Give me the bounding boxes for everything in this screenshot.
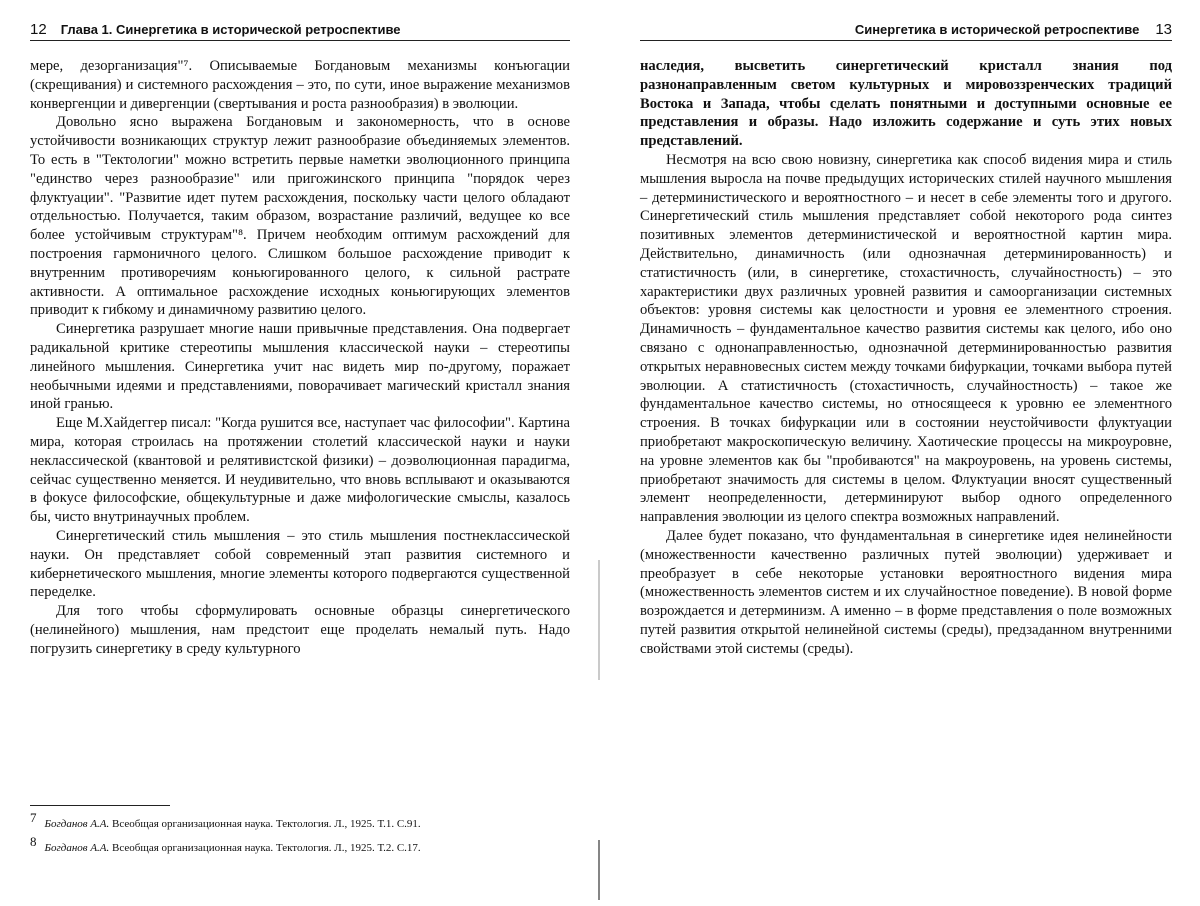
gutter-shadow (598, 840, 600, 900)
left-body-text (30, 57, 570, 659)
paragraph: Синергетика разрушает многие наши привычные представления. Она подвергает радикальной критике стереотипы мышления классической науки – стереотипы линейного мышления. Синергетика учит нас видеть мир по-другому, поражает необычными идеями и представлениями, поворачивает магический кристалл знания иной гранью. (30, 321, 570, 413)
footnote-number: 7 (30, 810, 37, 826)
paragraph: наследия, высветить синергетический кристалл знания под разнонаправленным светом культурных и мировоззренческих традиций Востока и Запада, чтобы сделать понятными и доступными основные ее представления и образы. Надо изложить содержание и суть этих новых представлений. (640, 58, 1172, 150)
left-page-number: 12 (30, 21, 47, 38)
footnote-text: Всеобщая организационная наука. Тектология. Л., 1925. Т.1. С.91. (112, 818, 421, 830)
footnote-author: Богданов А.А. (44, 818, 110, 830)
right-page-number: 13 (1155, 21, 1172, 38)
left-running-head (30, 20, 570, 41)
footnote-8 (30, 836, 570, 860)
gutter-shadow (598, 560, 600, 680)
paragraph: Далее будет показано, что фундаментальная в синергетике идея нелинейности (множественности качественно различных путей эволюции) удерживает и преобразует в себе некоторые установки вероятностного видения мира (множественность элементов систем и их случайностное поведение). В новой форме возрождается и детерминизм. А именно – в форме представления о поле возможных путей развития открытой нелинейной системы (среды), предзаданном внутренними свойствами этой системы (среды). (640, 527, 1172, 657)
right-running-head (640, 20, 1172, 41)
footnote-text: Всеобщая организационная наука. Тектология. Л., 1925. Т.2. С.17. (112, 842, 421, 854)
paragraph: Еще М.Хайдеггер писал: "Когда рушится все, наступает час философии". Картина мира, которая строилась на протяжении столетий классической науки и науки неклассической (квантовой и релятивистской физики) – доэволюционная парадигма, сейчас существенно меняется. И неудивительно, что вновь всплывают и оказываются в фокусе философские, общекультурные и даже мифологические смыслы, казалось бы, чисто внутринаучных проблем. (30, 415, 570, 526)
left-page (30, 0, 570, 906)
right-running-title: Синергетика в исторической ретроспективе (854, 22, 1140, 37)
footnote-number: 8 (30, 834, 37, 850)
footnote-7 (30, 812, 570, 836)
paragraph: мере, дезорганизация"⁷. Описываемые Богдановым механизмы конъюгации (скрещивания) и системного расхождения – это, по сути, иное выражение механизмов конвергенции и дивергенции (свертывания и роста разнообразия) в эволюции. (30, 58, 570, 112)
paragraph: Для того чтобы сформулировать основные образцы синергетического (нелинейного) мышления, нам предстоит еще проделать немалый путь. Надо погрузить синергетику в среду культурного (30, 603, 570, 657)
right-body-text (640, 57, 1172, 659)
left-running-title: Глава 1. Синергетика в исторической ретроспективе (60, 22, 401, 37)
paragraph: Довольно ясно выражена Богдановым и закономерность, что в основе устойчивости возникающих структур лежит разнообразие объединяемых элементов. То есть в "Тектологии" можно встретить первые наметки эволюционного принципа "единство через разнообразие" или пригожинского принципа "порядок через флуктуации". "Развитие идет путем расхождения, поскольку части целого обладают отдельностью. Получается, таким образом, возрастание различий, ведущее ко все более устойчивым структурам"⁸. Причем необходим оптимум расхождений для построения гармоничного целого. Слишком большое расхождение приводит к внутренним противоречиям коньюгированного целого, к сильной растрате активности. А оптимальное расхождение исходных коньюгирующих элементов приводит к гибкому и динамичному развитию целого. (30, 114, 570, 319)
right-page (640, 0, 1172, 906)
footnote-author: Богданов А.А. (44, 842, 110, 854)
paragraph: Синергетический стиль мышления – это стиль мышления постнеклассической науки. Он представляет собой современный этап развития системного и кибернетического мышления, многие элементы которого подвергаются существенной переделке. (30, 527, 570, 601)
paragraph: Несмотря на всю свою новизну, синергетика как способ видения мира и стиль мышления выросла на почве предыдущих исторических стилей научного мышления – детерминистического и вероятностного – и несет в себе элементы того и другого. Синергетический стиль мышления представляет собой некоторого рода синтез позитивных элементов детерминистической и вероятностной картин мира. Действительно, динамичность (или однозначная детерминированность) и статистичность (или, в синергетике, стохастичность, случайностность) – это характеристики двух различных уровней развития и самоорганизации системных объектов: уровня системы как целостности и уровня ее элементного строения. Динамичность – фундаментальное качество развития системы как целого, ибо оно связано с однонаправленностью, однозначной детерминированностью развития открытых неравновесных систем между точками бифуркации, точками выбора путей эволюции. А статистичность (стохастичность, случайностность) – такое же фундаментальное качество системы, но относящееся к уровню ее элементного строения. В точках бифуркации или в состоянии неустойчивости флуктуации приобретают макроскопическую величину. Хаотические процессы на микроуровне, на уровне элементов как бы "пробиваются" на макроуровень, на уровень системы, приобретают значимость для системы в целом. Флуктуации вносят существенный элемент неопределенности, детерминируют выбор одного определенного направления эволюции из целого спектра возможных направлений. (640, 151, 1172, 526)
footnote-rule (30, 805, 170, 806)
footnotes (30, 805, 570, 860)
